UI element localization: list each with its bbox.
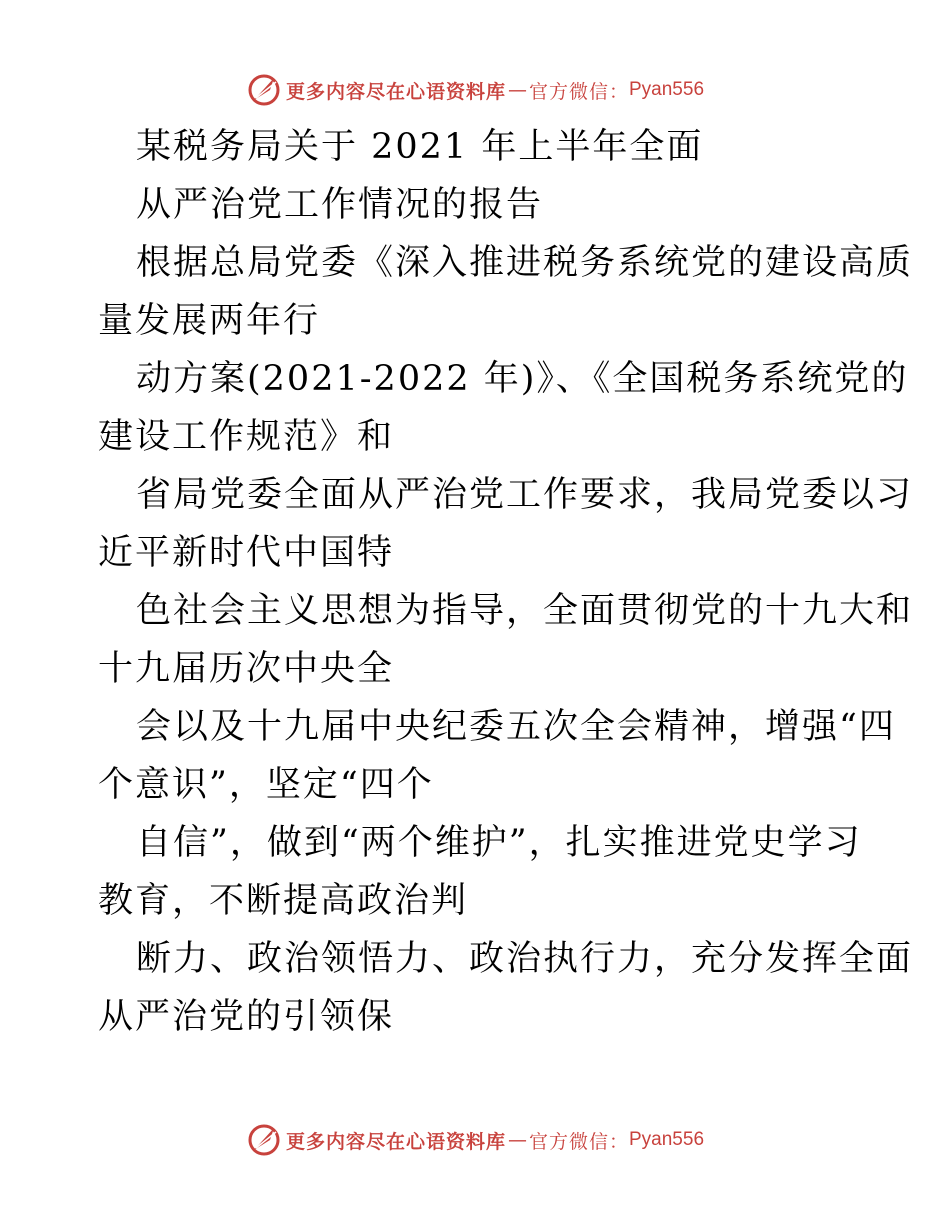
body-line: 建设工作规范》和 (98, 417, 395, 457)
body-line: 会以及十九届中央纪委五次全会精神，增强“四 (136, 707, 896, 747)
quill-logo-icon (246, 72, 282, 108)
banner-wechat-id: Pyan556 (629, 79, 705, 100)
body-line: 色社会主义思想为指导，全面贯彻党的十九大和 (136, 591, 914, 631)
body-line: 量发展两年行 (98, 301, 321, 341)
body-line: 教育，不断提高政治判 (98, 881, 469, 921)
banner-label: 官方微信： (528, 80, 629, 103)
header-watermark-banner (0, 70, 950, 110)
document-body (98, 118, 914, 1046)
banner-dash: — (507, 79, 527, 101)
body-line: 十九届历次中央全 (98, 649, 395, 689)
body-line: 个意识”，坚定“四个 (98, 765, 434, 805)
body-line: 动方案(2021-2022 年)》、《全国税务系统党的 (136, 359, 909, 399)
footer-watermark-banner (0, 1120, 950, 1160)
document-title-line-2: 从严治党工作情况的报告 (136, 185, 544, 225)
body-line: 断力、政治领悟力、政治执行力，充分发挥全面 (136, 939, 914, 979)
body-line: 自信”，做到“两个维护”，扎实推进党史学习 (136, 823, 862, 863)
body-line: 省局党委全面从严治党工作要求，我局党委以习 (136, 475, 914, 515)
body-line: 从严治党的引领保 (98, 997, 395, 1037)
body-line: 近平新时代中国特 (98, 533, 395, 573)
banner-wechat-id: Pyan556 (629, 1129, 705, 1150)
banner-dash: — (507, 1129, 527, 1151)
banner-label: 官方微信： (528, 1130, 629, 1153)
banner-text: 更多内容尽在心语资料库 (285, 80, 506, 103)
document-title-line-1: 某税务局关于 2021 年上半年全面 (136, 127, 704, 167)
body-line: 根据总局党委《深入推进税务系统党的建设高质 (136, 243, 914, 283)
quill-logo-icon (246, 1122, 282, 1158)
banner-text: 更多内容尽在心语资料库 (285, 1130, 506, 1153)
